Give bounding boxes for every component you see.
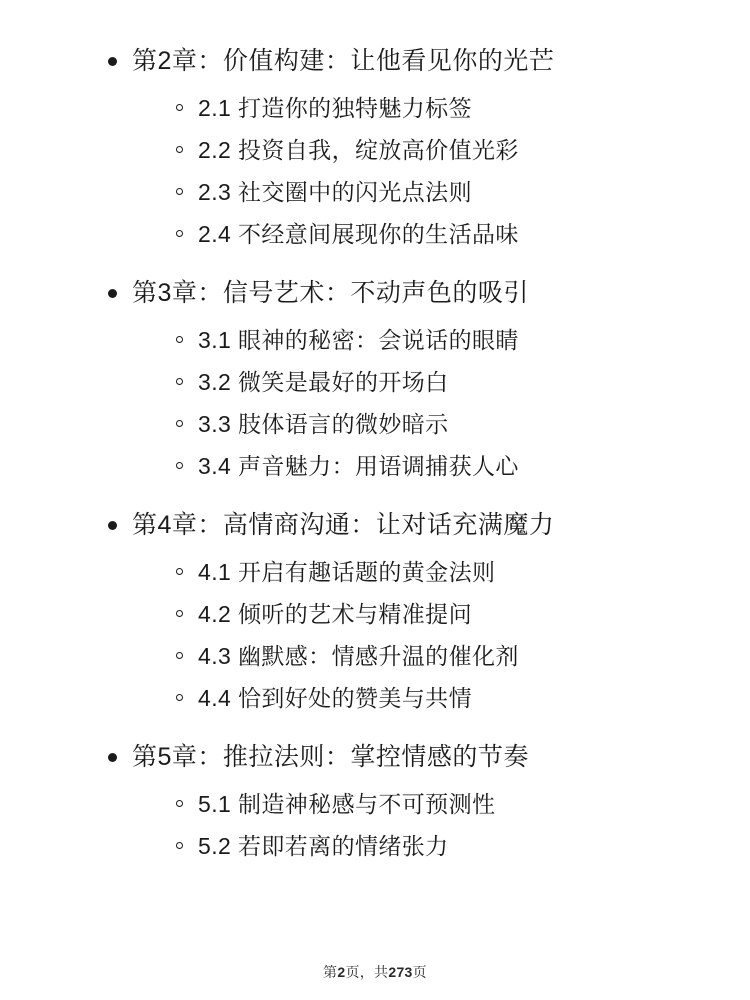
section-list [60, 556, 690, 714]
hollow-bullet-icon [176, 420, 183, 427]
footer-middle: 页，共 [345, 964, 389, 980]
hollow-bullet-icon [176, 188, 183, 195]
filled-bullet-icon [108, 521, 117, 530]
section-entry[interactable] [60, 176, 690, 208]
filled-bullet-icon [108, 57, 117, 66]
section-entry[interactable] [60, 408, 690, 440]
section-title: 2.1 打造你的独特魅力标签 [198, 95, 472, 121]
section-title: 3.1 眼神的秘密：会说话的眼睛 [198, 327, 519, 353]
hollow-bullet-icon [176, 378, 183, 385]
section-entry[interactable] [60, 830, 690, 862]
section-title: 4.1 开启有趣话题的黄金法则 [198, 559, 496, 585]
hollow-bullet-icon [176, 146, 183, 153]
filled-bullet-icon [108, 753, 117, 762]
section-title: 2.4 不经意间展现你的生活品味 [198, 221, 519, 247]
hollow-bullet-icon [176, 336, 183, 343]
section-entry[interactable] [60, 218, 690, 250]
section-entry[interactable] [60, 598, 690, 630]
chapter-block [60, 508, 690, 714]
hollow-bullet-icon [176, 842, 183, 849]
hollow-bullet-icon [176, 104, 183, 111]
section-title: 2.2 投资自我，绽放高价值光彩 [198, 137, 519, 163]
section-title: 3.4 声音魅力：用语调捕获人心 [198, 453, 519, 479]
chapter-title: 第4章：高情商沟通：让对话充满魔力 [132, 511, 555, 539]
hollow-bullet-icon [176, 462, 183, 469]
section-list [60, 788, 690, 862]
filled-bullet-icon [108, 289, 117, 298]
section-title: 4.2 倾听的艺术与精准提问 [198, 601, 472, 627]
section-entry[interactable] [60, 682, 690, 714]
chapter-entry[interactable] [60, 508, 690, 542]
section-title: 5.1 制造神秘感与不可预测性 [198, 791, 496, 817]
section-title: 5.2 若即若离的情绪张力 [198, 833, 449, 859]
section-entry[interactable] [60, 556, 690, 588]
chapter-block [60, 276, 690, 482]
section-list [60, 324, 690, 482]
chapter-entry[interactable] [60, 276, 690, 310]
section-entry[interactable] [60, 788, 690, 820]
chapter-block [60, 740, 690, 862]
chapter-entry[interactable] [60, 44, 690, 78]
section-title: 2.3 社交圈中的闪光点法则 [198, 179, 472, 205]
section-entry[interactable] [60, 134, 690, 166]
hollow-bullet-icon [176, 568, 183, 575]
section-title: 4.4 恰到好处的赞美与共情 [198, 685, 472, 711]
hollow-bullet-icon [176, 652, 183, 659]
section-entry[interactable] [60, 640, 690, 672]
section-entry[interactable] [60, 92, 690, 124]
chapter-block [60, 44, 690, 250]
page-footer [0, 962, 750, 982]
table-of-contents [60, 44, 690, 862]
section-entry[interactable] [60, 450, 690, 482]
section-title: 3.3 肢体语言的微妙暗示 [198, 411, 449, 437]
hollow-bullet-icon [176, 694, 183, 701]
footer-suffix: 页 [412, 964, 427, 980]
section-list [60, 92, 690, 250]
footer-total-pages: 273 [388, 964, 413, 980]
chapter-entry[interactable] [60, 740, 690, 774]
chapter-title: 第5章：推拉法则：掌控情感的节奏 [132, 743, 529, 771]
chapter-title: 第2章：价值构建：让他看见你的光芒 [132, 47, 555, 75]
hollow-bullet-icon [176, 800, 183, 807]
hollow-bullet-icon [176, 230, 183, 237]
footer-page-number: 2 [337, 964, 346, 980]
section-title: 3.2 微笑是最好的开场白 [198, 369, 449, 395]
section-title: 4.3 幽默感：情感升温的催化剂 [198, 643, 519, 669]
chapter-title: 第3章：信号艺术：不动声色的吸引 [132, 279, 529, 307]
hollow-bullet-icon [176, 610, 183, 617]
section-entry[interactable] [60, 324, 690, 356]
section-entry[interactable] [60, 366, 690, 398]
footer-prefix: 第 [323, 964, 338, 980]
